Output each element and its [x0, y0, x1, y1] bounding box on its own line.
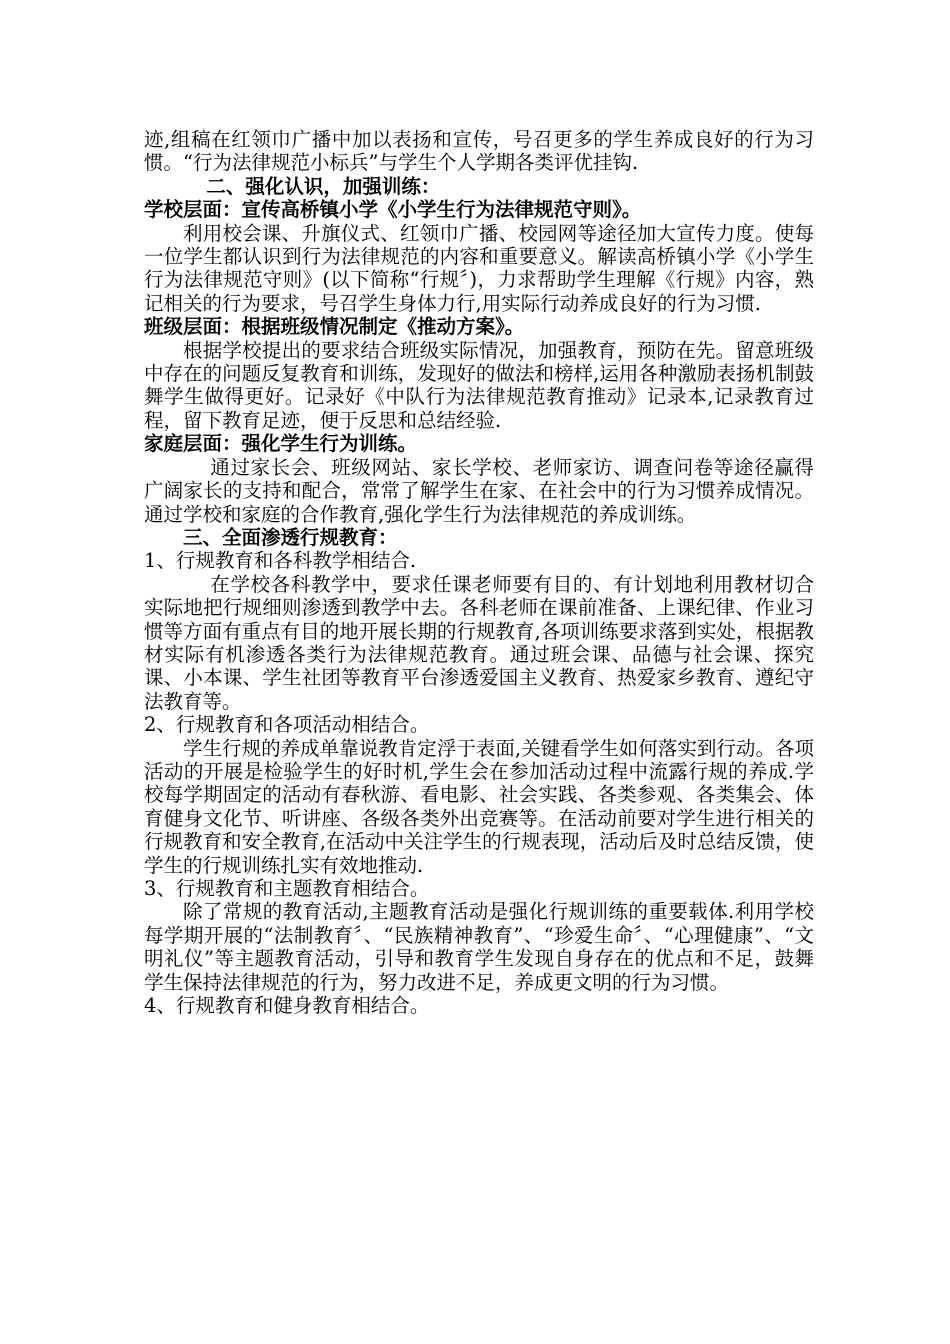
item-3-title: 3、行规教育和主题教育相结合。 [144, 877, 430, 900]
family-level-paragraph: 通过家长会、班级网站、家长学校、老师家访、调查问卷等途径赢得广阔家长的支持和配合，常常了解学生在家、在社会中的行为习惯养成情况。通过学校和家庭的合作教育,强化学生行为法律规范的养成训练。 [144, 455, 814, 526]
school-level-heading: 学校层面：宣传高桥镇小学《小学生行为法律规范守则》。 [144, 198, 642, 222]
item-3-paragraph: 除了常规的教育活动,主题教育活动是强化行规训练的重要载体.利用学校每学期开展的“法制教育〞、“民族精神教育”、“珍爱生命〞、“心理健康”、“文明礼仪”等主题教育活动，引导和教育学生发现自身存在的优点和不足，鼓舞学生保持法律规范的行为，努力改进不足，养成更文明的行为习惯。 [144, 900, 814, 994]
intro-continuation-paragraph: 迹,组稿在红领巾广播中加以表扬和宣传，号召更多的学生养成良好的行为习惯。“行为法律规范小标兵”与学生个人学期各类评优挂钩. [144, 128, 814, 175]
item-1-title: 1、行规教育和各科教学相结合. [144, 549, 417, 573]
item-1-paragraph: 在学校各科教学中，要求任课老师要有目的、有计划地利用教材切合实际地把行规细则渗透到教学中去。各科老师在课前准备、上课纪律、作业习惯等方面有重点有目的地开展长期的行规教育,各项训练要求落到实处，根据教材实际有机渗透各类行为法律规范教育。通过班会课、品德与社会课、探究课、小本课、学生社团等教育平台渗透爱国主义教育、热爱家乡教育、遵纪守法教育等。 [144, 572, 814, 713]
class-level-heading: 班级层面：根据班级情况制定《推动方案》。 [144, 315, 525, 339]
class-level-paragraph: 根据学校提出的要求结合班级实际情况，加强教育，预防在先。留意班级中存在的问题反复教育和训练，发现好的做法和榜样,运用各种激励表扬机制鼓舞学生做得更好。记录好《中队行为法律规范教育推动》记录本,记录教育过程，留下教育足迹，便于反思和总结经验. [144, 338, 814, 432]
family-level-heading: 家庭层面：强化学生行为训练。 [144, 432, 418, 456]
item-4-title: 4、行规教育和健身教育相结合。 [144, 994, 430, 1018]
document-page [144, 128, 814, 1017]
section-2-heading: 二、强化认识，加强训练： [206, 174, 441, 198]
item-2-paragraph: 学生行规的养成单靠说教肯定浮于表面,关键看学生如何落实到行动。各项活动的开展是检验学生的好时机,学生会在参加活动过程中流露行规的养成.学校每学期固定的活动有春秋游、看电影、社会实践、各类参观、各类集会、体育健身文化节、听讲座、各级各类外出竞赛等。在活动前要对学生进行相关的行规教育和安全教育,在活动中关注学生的行规表现，活动后及时总结反馈，使学生的行规训练扎实有效地推动. [144, 736, 814, 877]
section-3-heading: 三、全面渗透行规教育： [183, 525, 398, 549]
school-level-paragraph: 利用校会课、升旗仪式、红领巾广播、校园网等途径加大宣传力度。使每一位学生都认识到行为法律规范的内容和重要意义。解读高桥镇小学《小学生行为法律规范守则》(以下简称“行规〞)，力求帮助学生理解《行规》内容，熟记相关的行为要求，号召学生身体力行,用实际行动养成良好的行为习惯. [144, 221, 814, 315]
item-2-title: 2、行规教育和各项活动相结合。 [144, 713, 430, 737]
